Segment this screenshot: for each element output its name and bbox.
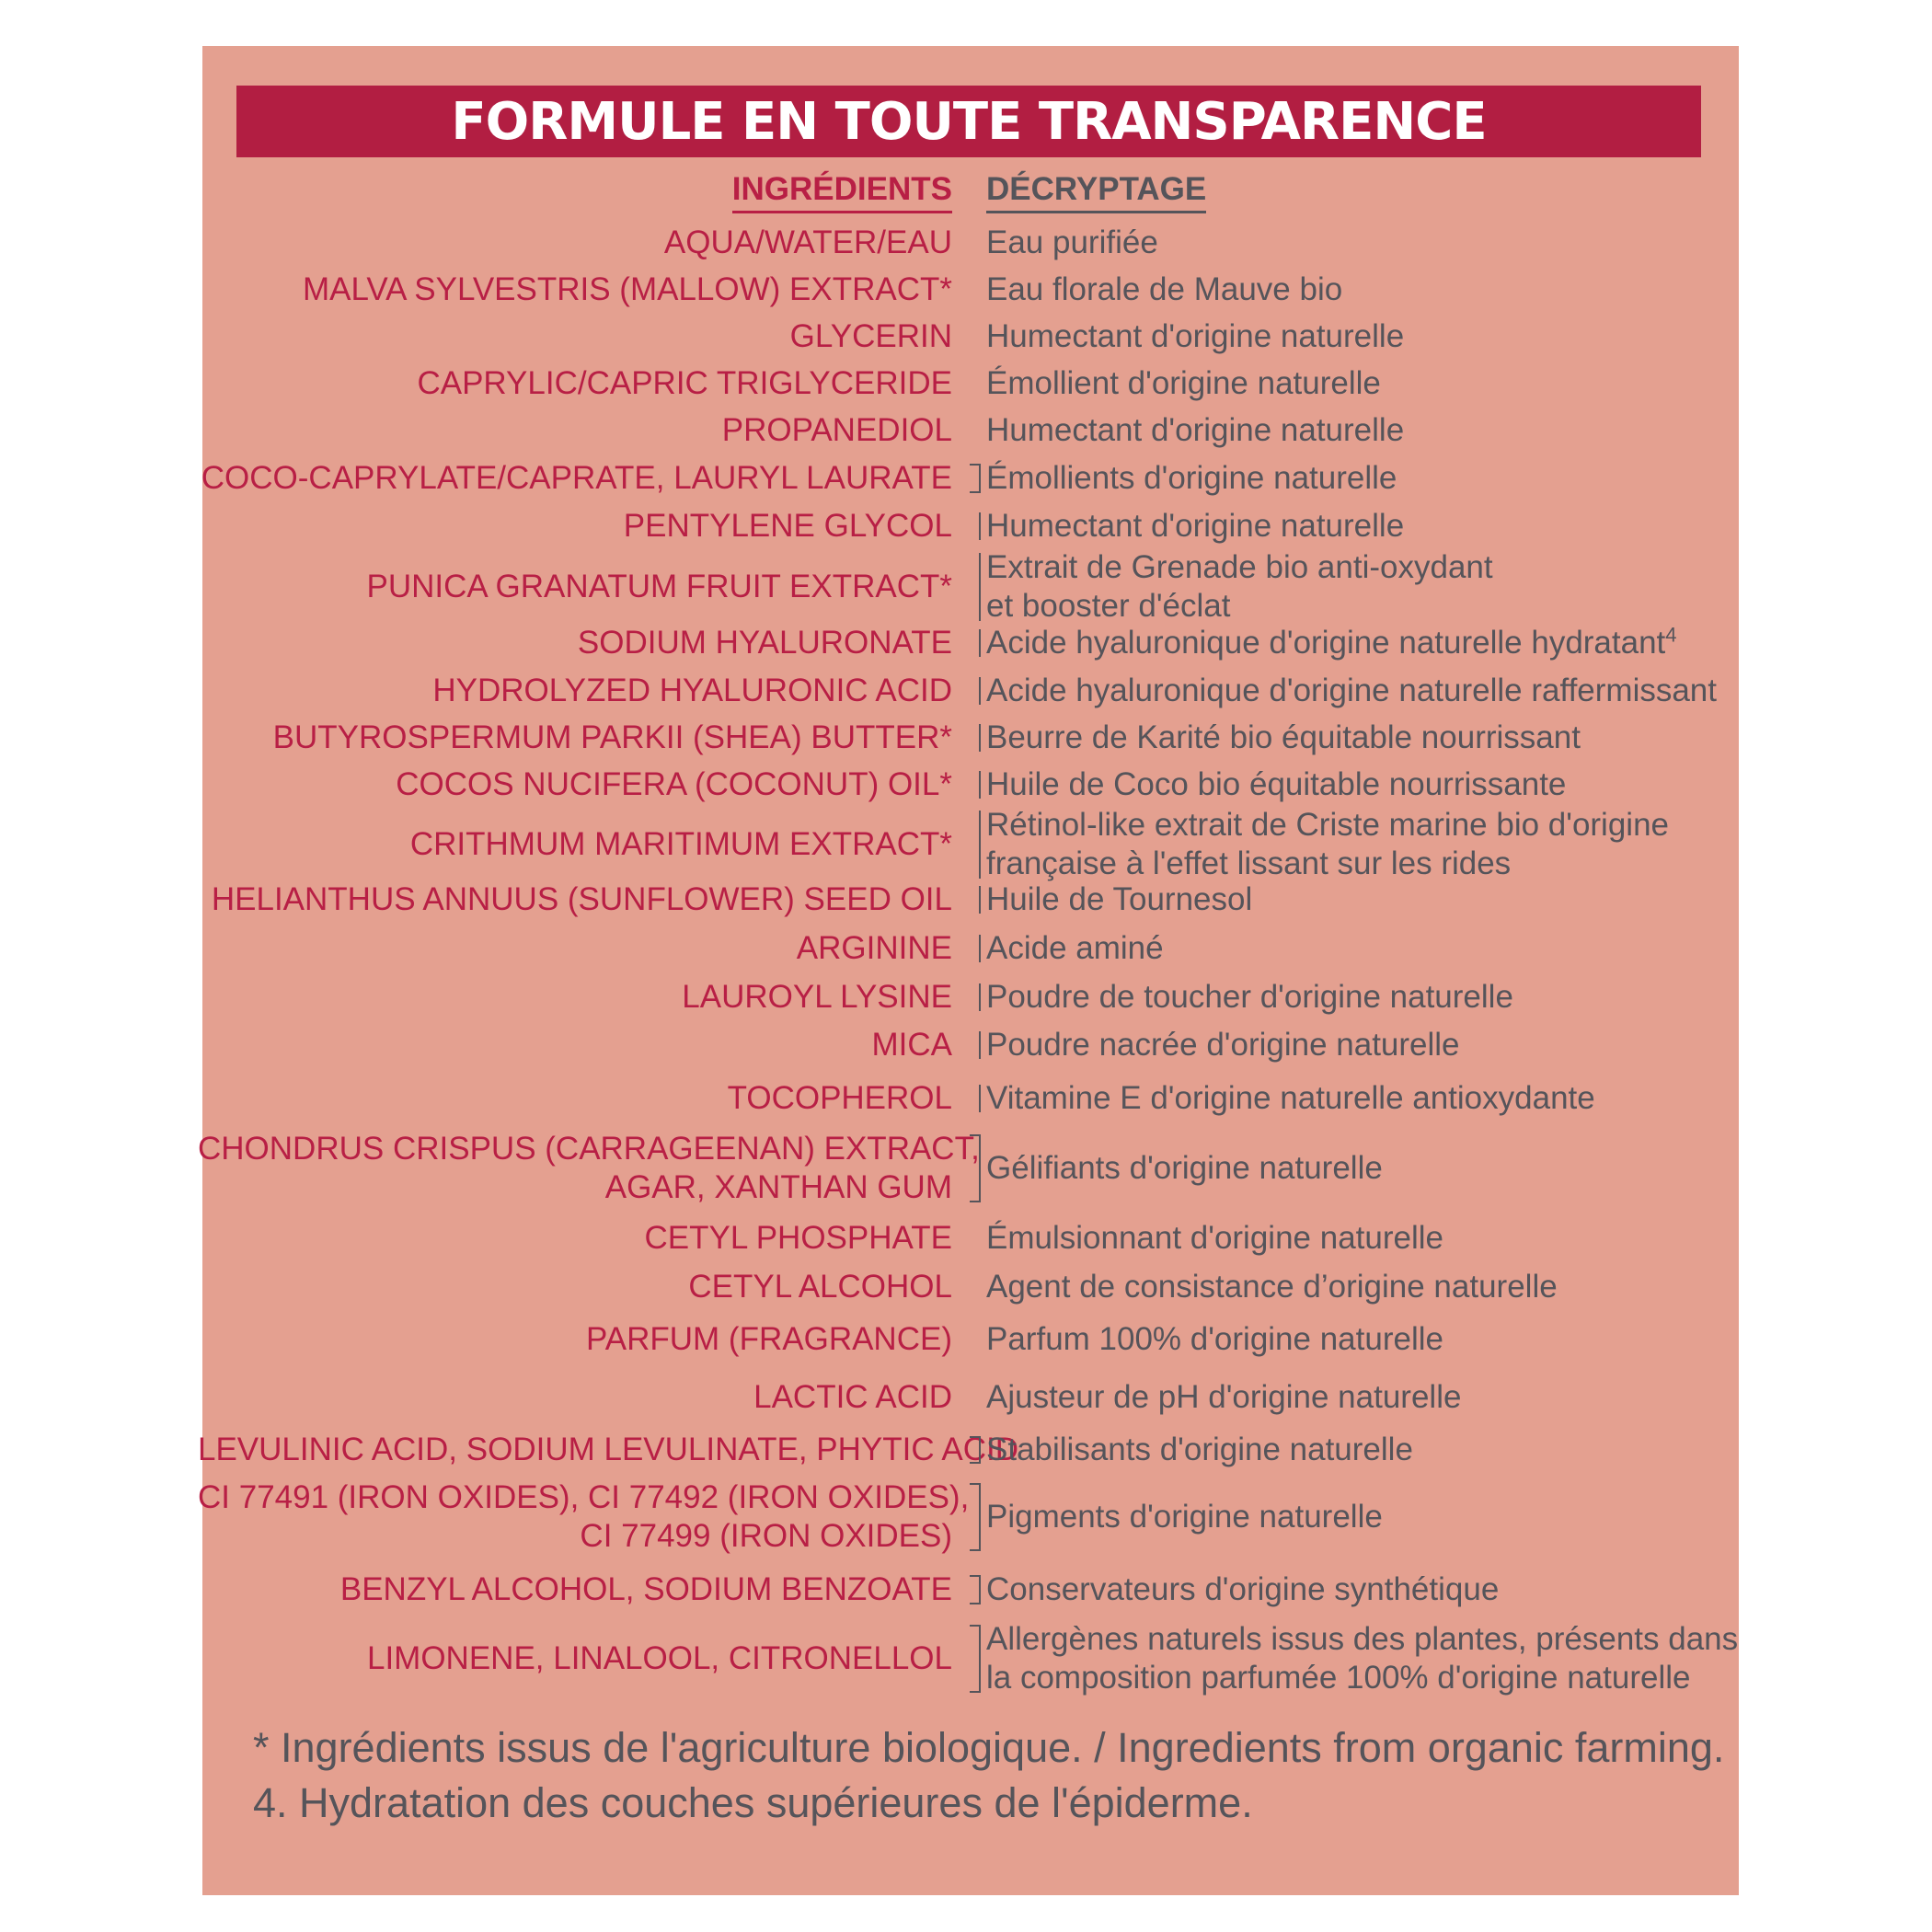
ingredient-row [0, 624, 1932, 662]
ingredient-description [986, 1619, 1739, 1698]
ingredient-name-line: BENZYL ALCOHOL, SODIUM BENZOATE [339, 1571, 952, 1607]
ingredient-description-line [986, 270, 1722, 309]
description-text: Acide hyaluronique d'origine naturelle raffermissant [986, 673, 1717, 708]
ingredient-description-line [986, 978, 1722, 1017]
ingredient-row [0, 1079, 1932, 1118]
description-text: Ajusteur de pH d'origine naturelle [986, 1379, 1462, 1415]
ingredient-name [198, 1478, 970, 1557]
ingredient-name-line: PARFUM (FRAGRANCE) [586, 1321, 952, 1357]
footnote-hydration: 4. Hydratation des couches supérieures de l'épiderme. [253, 1779, 1253, 1826]
ingredient-name-line: MALVA SYLVESTRIS (MALLOW) EXTRACT* [303, 271, 952, 307]
ingredient-description [986, 672, 1722, 710]
ingredient-name [198, 1378, 952, 1417]
ingredient-name [198, 1431, 1019, 1469]
ingredient-name [198, 270, 952, 309]
ingredient-description-line [986, 1268, 1722, 1306]
ingredient-name-line: CI 77491 (IRON OXIDES), CI 77492 (IRON OXIDES), [198, 1479, 970, 1515]
description-text: Agent de consistance d’origine naturelle [986, 1269, 1558, 1305]
ingredient-description-line [986, 765, 1722, 804]
column-divider [970, 983, 981, 1011]
description-text: Rétinol-like extrait de Criste marine bio d'origine [986, 807, 1670, 843]
ingredient-row [0, 1026, 1932, 1064]
ingredient-name-line: COCO-CAPRYLATE/CAPRATE, LAURYL LAURATE [201, 460, 952, 496]
ingredient-description [986, 1570, 1722, 1610]
description-text: Eau florale de Mauve bio [986, 271, 1343, 307]
ingredient-description [986, 364, 1722, 403]
title-banner: FORMULE EN TOUTE TRANSPARENCE [236, 86, 1701, 157]
ingredient-name-line: COCOS NUCIFERA (COCONUT) OIL* [396, 766, 952, 802]
group-bracket [970, 1436, 981, 1464]
ingredient-row [0, 507, 1932, 546]
ingredient-description-line [986, 1498, 1722, 1536]
ingredient-description [986, 224, 1722, 262]
ingredient-description-line [986, 548, 1722, 587]
ingredient-name-line: CETYL PHOSPHATE [644, 1220, 952, 1256]
ingredient-name-line: PENTYLENE GLYCOL [623, 508, 952, 544]
column-divider [970, 886, 981, 914]
ingredient-row [0, 672, 1932, 710]
description-text: Parfum 100% d'origine naturelle [986, 1321, 1443, 1357]
ingredient-row [0, 364, 1932, 403]
column-divider [970, 1085, 981, 1112]
ingredient-description-line [986, 880, 1722, 919]
ingredient-row [0, 1268, 1932, 1306]
ingredient-description-line [986, 624, 1722, 662]
column-divider [970, 629, 981, 657]
description-text: la composition parfumée 100% d'origine naturelle [986, 1660, 1691, 1696]
ingredient-name [198, 317, 952, 356]
ingredient-row [0, 805, 1932, 884]
ingredient-name-line: CI 77499 (IRON OXIDES) [580, 1518, 952, 1554]
ingredient-description-line [986, 719, 1722, 757]
ingredients-header: INGRÉDIENTS [732, 169, 952, 213]
ingredient-description-line [986, 1620, 1739, 1659]
ingredient-description-line [986, 1570, 1722, 1609]
ingredient-name [198, 1320, 952, 1359]
description-text: et booster d'éclat [986, 588, 1231, 624]
ingredient-row [0, 1320, 1932, 1359]
ingredient-row [0, 978, 1932, 1017]
footnote-marker: 4 [1665, 623, 1677, 647]
ingredient-name-line: LAUROYL LYSINE [682, 979, 952, 1015]
ingredient-name [198, 929, 952, 968]
column-divider [970, 724, 981, 752]
ingredient-name [198, 547, 952, 627]
ingredient-name [198, 458, 952, 499]
ingredient-name-line: GLYCERIN [789, 318, 952, 354]
ingredient-name-line: CAPRYLIC/CAPRIC TRIGLYCERIDE [417, 365, 952, 401]
ingredient-description-line [986, 845, 1722, 883]
ingredient-row [0, 1478, 1932, 1557]
ingredient-description [986, 1079, 1722, 1118]
ingredient-row [0, 547, 1932, 627]
ingredient-description [986, 1219, 1722, 1258]
ingredient-description [986, 719, 1722, 757]
description-text: Conservateurs d'origine synthétique [986, 1571, 1500, 1607]
ingredient-name-line: SODIUM HYALURONATE [577, 625, 952, 661]
ingredient-row [0, 317, 1932, 356]
description-text: Humectant d'origine naturelle [986, 412, 1405, 448]
ingredient-name-line: HYDROLYZED HYALURONIC ACID [432, 673, 952, 708]
ingredient-description-line [986, 1378, 1722, 1417]
ingredient-row [0, 1219, 1932, 1258]
ingredient-description [986, 458, 1722, 499]
ingredient-row [0, 880, 1932, 919]
description-text: Émollient d'origine naturelle [986, 365, 1381, 401]
group-bracket [970, 1625, 981, 1693]
ingredient-description [986, 624, 1722, 662]
ingredient-row [0, 1378, 1932, 1417]
description-text: Humectant d'origine naturelle [986, 318, 1405, 354]
description-text: Gélifiants d'origine naturelle [986, 1150, 1383, 1186]
ingredient-description-line [986, 1320, 1722, 1359]
description-text: Acide aminé [986, 930, 1164, 966]
ingredient-row [0, 719, 1932, 757]
ingredient-description [986, 978, 1722, 1017]
ingredient-description-line [986, 224, 1722, 262]
description-text: Émollients d'origine naturelle [986, 460, 1397, 496]
ingredient-name [198, 978, 952, 1017]
ingredient-description [986, 507, 1722, 546]
group-bracket [970, 1134, 981, 1202]
ingredient-description-line [986, 459, 1722, 498]
ingredient-row [0, 1570, 1932, 1610]
ingredient-row [0, 224, 1932, 262]
ingredient-row [0, 1431, 1932, 1469]
ingredient-description-line [986, 411, 1722, 450]
ingredient-name [198, 765, 952, 804]
ingredient-row [0, 765, 1932, 804]
ingredient-description [986, 880, 1722, 919]
ingredient-name [198, 880, 952, 919]
ingredient-name-line: CRITHMUM MARITIMUM EXTRACT* [409, 826, 952, 862]
column-divider [970, 512, 981, 540]
ingredient-row [0, 411, 1932, 450]
ingredient-description [986, 765, 1722, 804]
group-bracket [970, 1575, 981, 1604]
ingredient-description-line [986, 929, 1722, 968]
ingredient-description [986, 1431, 1722, 1469]
ingredient-name-line: LIMONENE, LINALOOL, CITRONELLOL [366, 1640, 952, 1676]
description-text: Poudre nacrée d'origine naturelle [986, 1027, 1460, 1063]
description-text: Vitamine E d'origine naturelle antioxydante [986, 1080, 1595, 1116]
ingredient-name-line: TOCOPHEROL [727, 1080, 952, 1116]
description-text: Allergènes naturels issus des plantes, présents dans [986, 1621, 1739, 1657]
ingredient-name-line: LACTIC ACID [753, 1379, 952, 1415]
ingredient-description [986, 1129, 1722, 1208]
ingredient-description-line [986, 507, 1722, 546]
ingredient-description [986, 411, 1722, 450]
ingredient-description [986, 1378, 1722, 1417]
description-text: Eau purifiée [986, 224, 1158, 260]
ingredient-name-line: BUTYROSPERMUM PARKII (SHEA) BUTTER* [272, 719, 952, 755]
ingredient-name [198, 1079, 952, 1118]
description-text: Pigments d'origine naturelle [986, 1499, 1383, 1535]
description-text: Poudre de toucher d'origine naturelle [986, 979, 1513, 1015]
ingredient-name-line: ARGININE [796, 930, 952, 966]
ingredient-name [198, 1268, 952, 1306]
ingredient-name [198, 364, 952, 403]
ingredient-description [986, 1268, 1722, 1306]
column-divider [970, 771, 981, 799]
column-divider [970, 1031, 981, 1059]
ingredient-name-line: MICA [871, 1027, 952, 1063]
ingredient-name-line: CHONDRUS CRISPUS (CARRAGEENAN) EXTRACT, [198, 1131, 980, 1167]
ingredient-description-line [986, 672, 1722, 710]
ingredient-description-line [986, 1026, 1722, 1064]
description-text: Stabilisants d'origine naturelle [986, 1432, 1413, 1467]
ingredient-row [0, 929, 1932, 968]
description-text: Acide hyaluronique d'origine naturelle hydratant [986, 625, 1666, 661]
ingredient-name [198, 507, 952, 546]
ingredient-description-line [986, 1431, 1722, 1469]
ingredient-name [198, 1219, 952, 1258]
ingredient-name-line: PROPANEDIOL [721, 412, 952, 448]
ingredient-description-line [986, 1079, 1722, 1118]
column-divider [970, 553, 981, 621]
column-divider [970, 935, 981, 962]
ingredient-description [986, 929, 1722, 968]
ingredient-description-line [986, 364, 1722, 403]
ingredient-description-line [986, 806, 1722, 845]
description-text: Humectant d'origine naturelle [986, 508, 1405, 544]
ingredient-description [986, 547, 1722, 627]
ingredient-name-line: AGAR, XANTHAN GUM [604, 1169, 952, 1205]
ingredient-description [986, 270, 1722, 309]
ingredient-name [198, 1570, 952, 1610]
ingredient-description-line [986, 317, 1722, 356]
ingredient-row [0, 458, 1932, 499]
description-text: Émulsionnant d'origine naturelle [986, 1220, 1443, 1256]
ingredient-name-line: LEVULINIC ACID, SODIUM LEVULINATE, PHYTIC ACID [198, 1432, 1019, 1467]
ingredient-name-line: AQUA/WATER/EAU [663, 224, 952, 260]
ingredient-row [0, 1619, 1932, 1698]
description-text: Huile de Coco bio équitable nourrissante [986, 766, 1567, 802]
ingredient-row [0, 270, 1932, 309]
ingredient-description [986, 317, 1722, 356]
description-text: française à l'effet lissant sur les rides [986, 845, 1512, 881]
ingredient-name [198, 1026, 952, 1064]
ingredient-description [986, 1320, 1722, 1359]
ingredient-name [198, 672, 952, 710]
description-text: Huile de Tournesol [986, 881, 1253, 917]
ingredient-name [198, 1619, 952, 1698]
ingredient-name [198, 411, 952, 450]
ingredient-name-line: PUNICA GRANATUM FRUIT EXTRACT* [366, 569, 952, 604]
column-divider [970, 811, 981, 879]
decryptage-header: DÉCRYPTAGE [986, 169, 1206, 213]
ingredient-name [198, 1129, 980, 1208]
ingredient-row [0, 1129, 1932, 1208]
ingredient-description-line [986, 1219, 1722, 1258]
ingredient-description [986, 805, 1722, 884]
ingredient-description-line [986, 587, 1722, 626]
ingredient-name-line: CETYL ALCOHOL [688, 1269, 952, 1305]
ingredient-description [986, 1026, 1722, 1064]
ingredient-description-line [986, 1149, 1722, 1188]
ingredient-description [986, 1478, 1722, 1557]
ingredient-name-line: HELIANTHUS ANNUUS (SUNFLOWER) SEED OIL [211, 881, 952, 917]
ingredient-name [198, 624, 952, 662]
footnote-organic: * Ingrédients issus de l'agriculture biologique. / Ingredients from organic farming. [253, 1724, 1725, 1771]
ingredient-description-line [986, 1659, 1722, 1697]
description-text: Beurre de Karité bio équitable nourrissant [986, 719, 1581, 755]
group-bracket [970, 464, 981, 493]
ingredient-name [198, 805, 952, 884]
ingredient-name [198, 224, 952, 262]
description-text: Extrait de Grenade bio anti-oxydant [986, 549, 1493, 585]
column-divider [970, 677, 981, 705]
group-bracket [970, 1483, 981, 1551]
ingredient-name [198, 719, 952, 757]
